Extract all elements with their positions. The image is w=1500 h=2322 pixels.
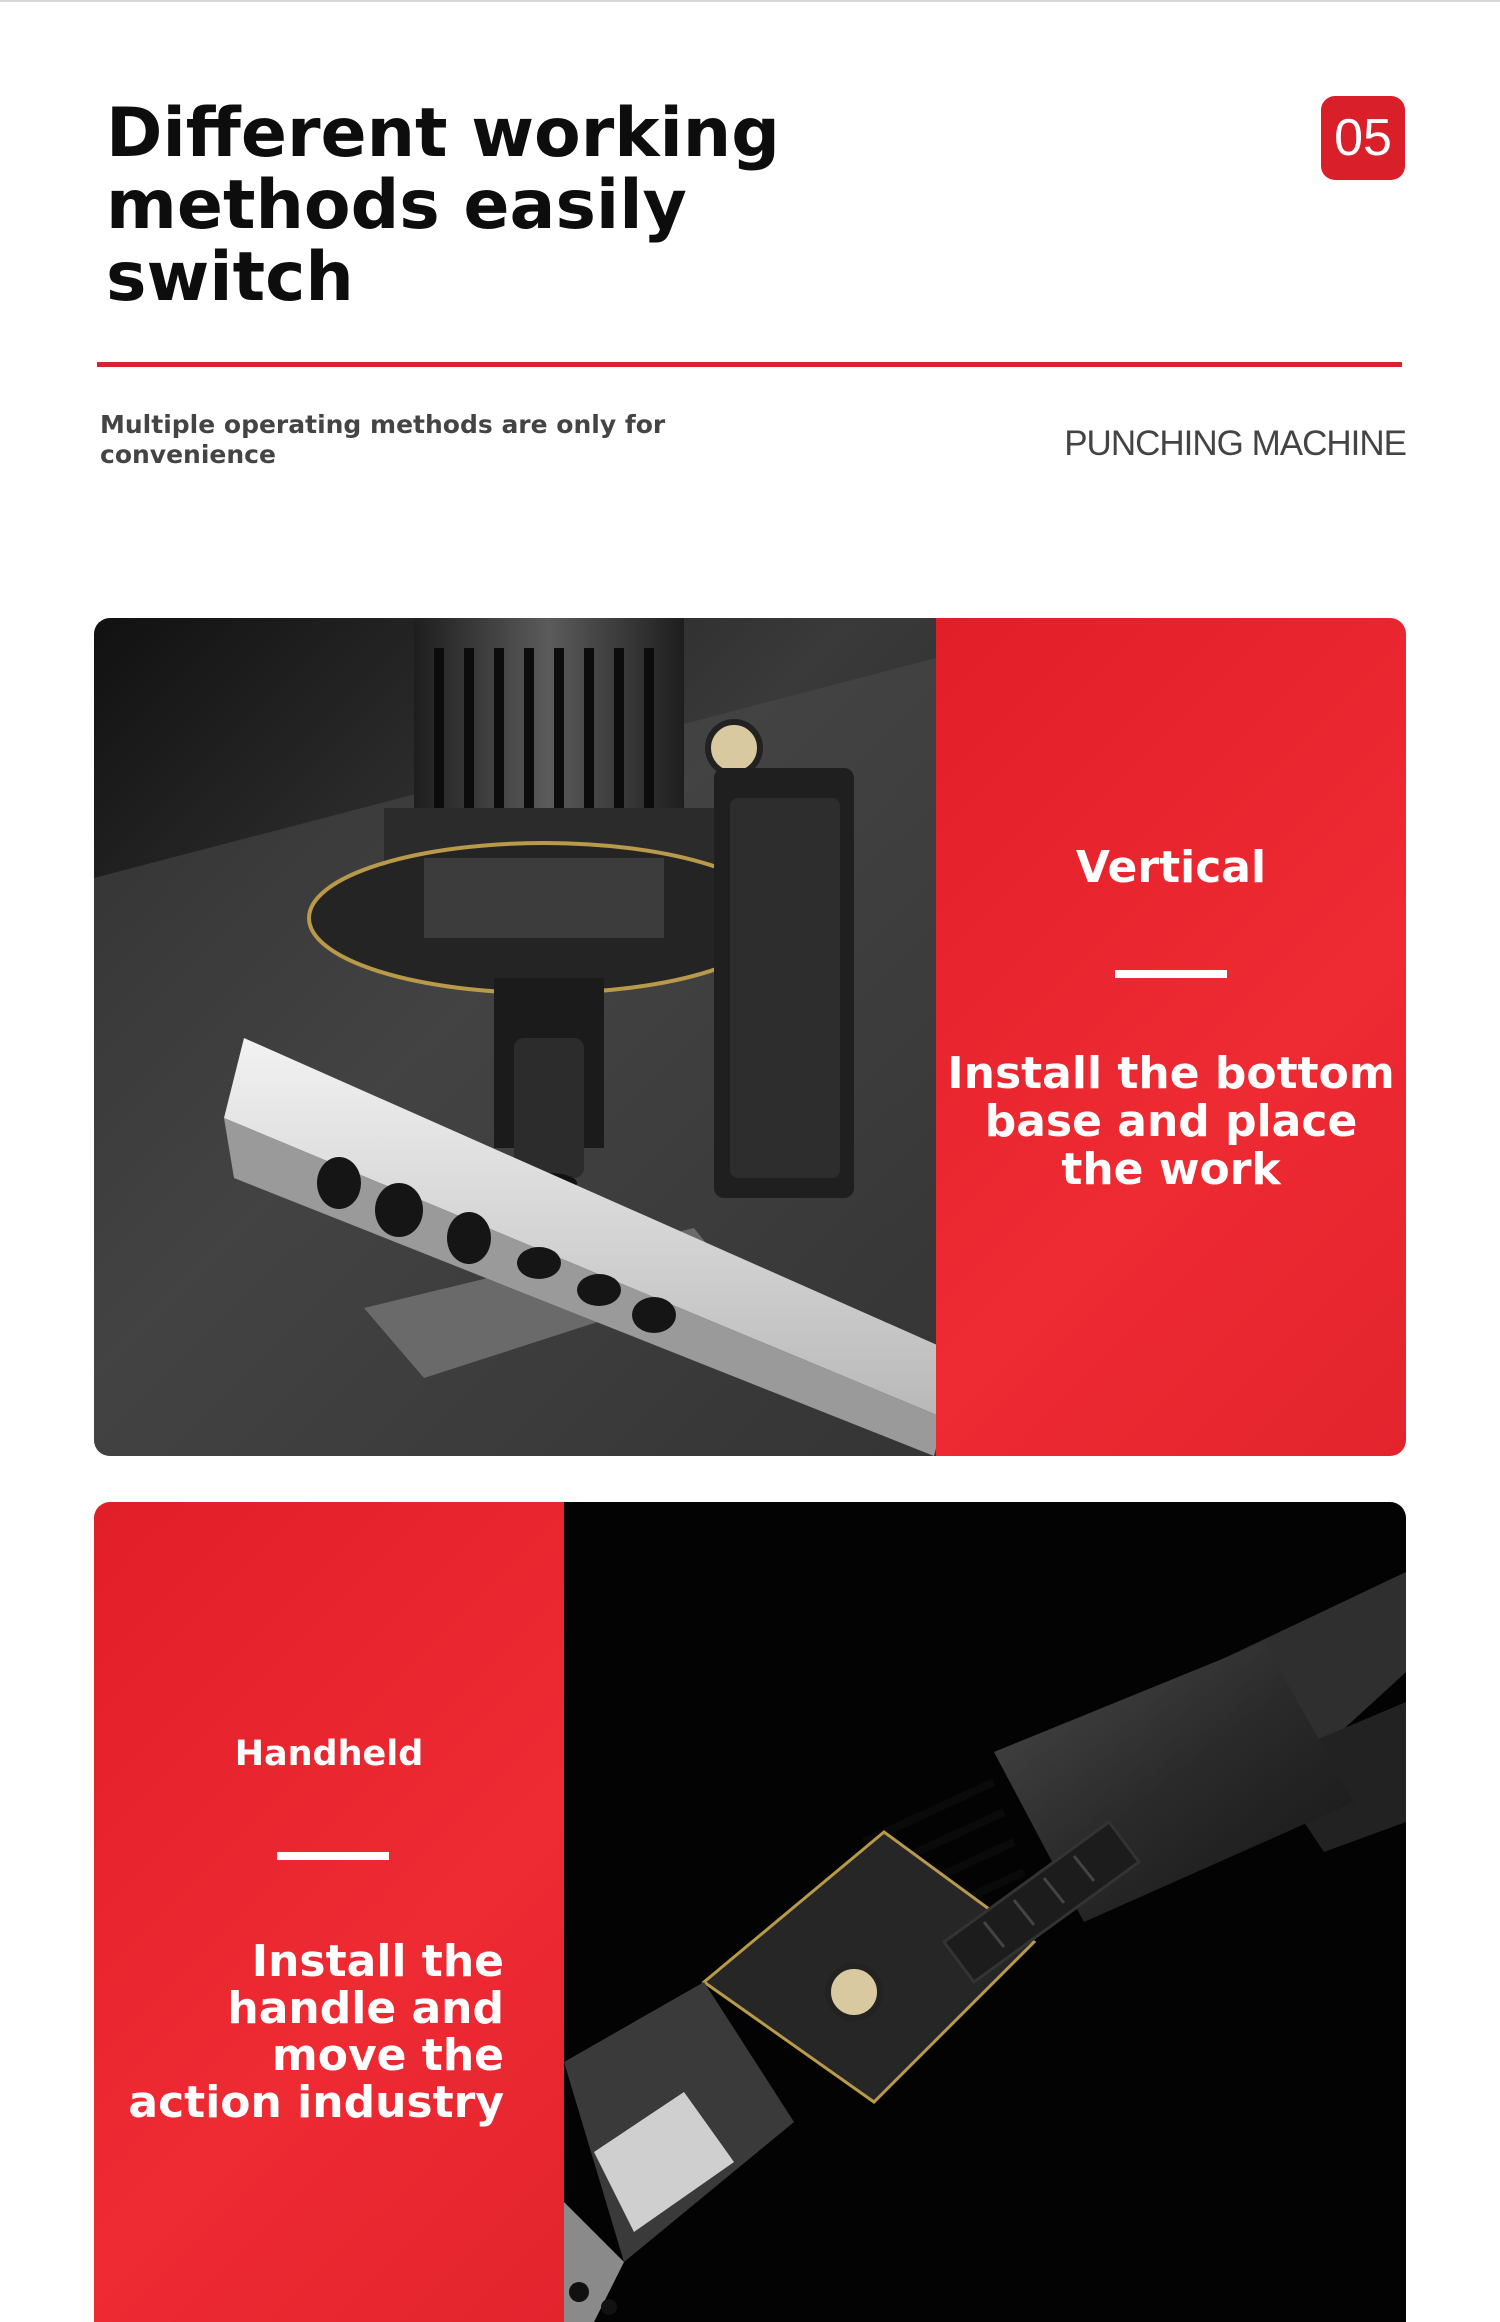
vertical-punching-machine-photo xyxy=(94,618,936,1456)
mode-description: Install the bottom base and place the work xyxy=(947,1048,1395,1195)
mode-description: Install the handle and move the action industry xyxy=(128,1936,504,2128)
mode-title: Handheld xyxy=(234,1734,424,1774)
vertical-mode-red-card xyxy=(936,618,1406,1456)
page-subtitle: Multiple operating methods are only for convenience xyxy=(100,410,666,469)
mode-divider xyxy=(1115,970,1227,978)
mode-title: Vertical xyxy=(1075,842,1267,893)
machine-label: PUNCHING MACHINE xyxy=(1064,424,1406,463)
vertical-mode-panel xyxy=(94,618,1406,1456)
mode-divider xyxy=(277,1852,389,1860)
handheld-mode-red-card xyxy=(94,1502,564,2322)
top-border xyxy=(0,0,1500,2)
title-divider xyxy=(97,362,1402,367)
handheld-punching-machine-photo xyxy=(564,1502,1406,2322)
handheld-mode-panel xyxy=(94,1502,1406,2322)
step-badge: 05 xyxy=(1321,96,1405,180)
page-title: Different working methods easily switch xyxy=(106,94,780,317)
